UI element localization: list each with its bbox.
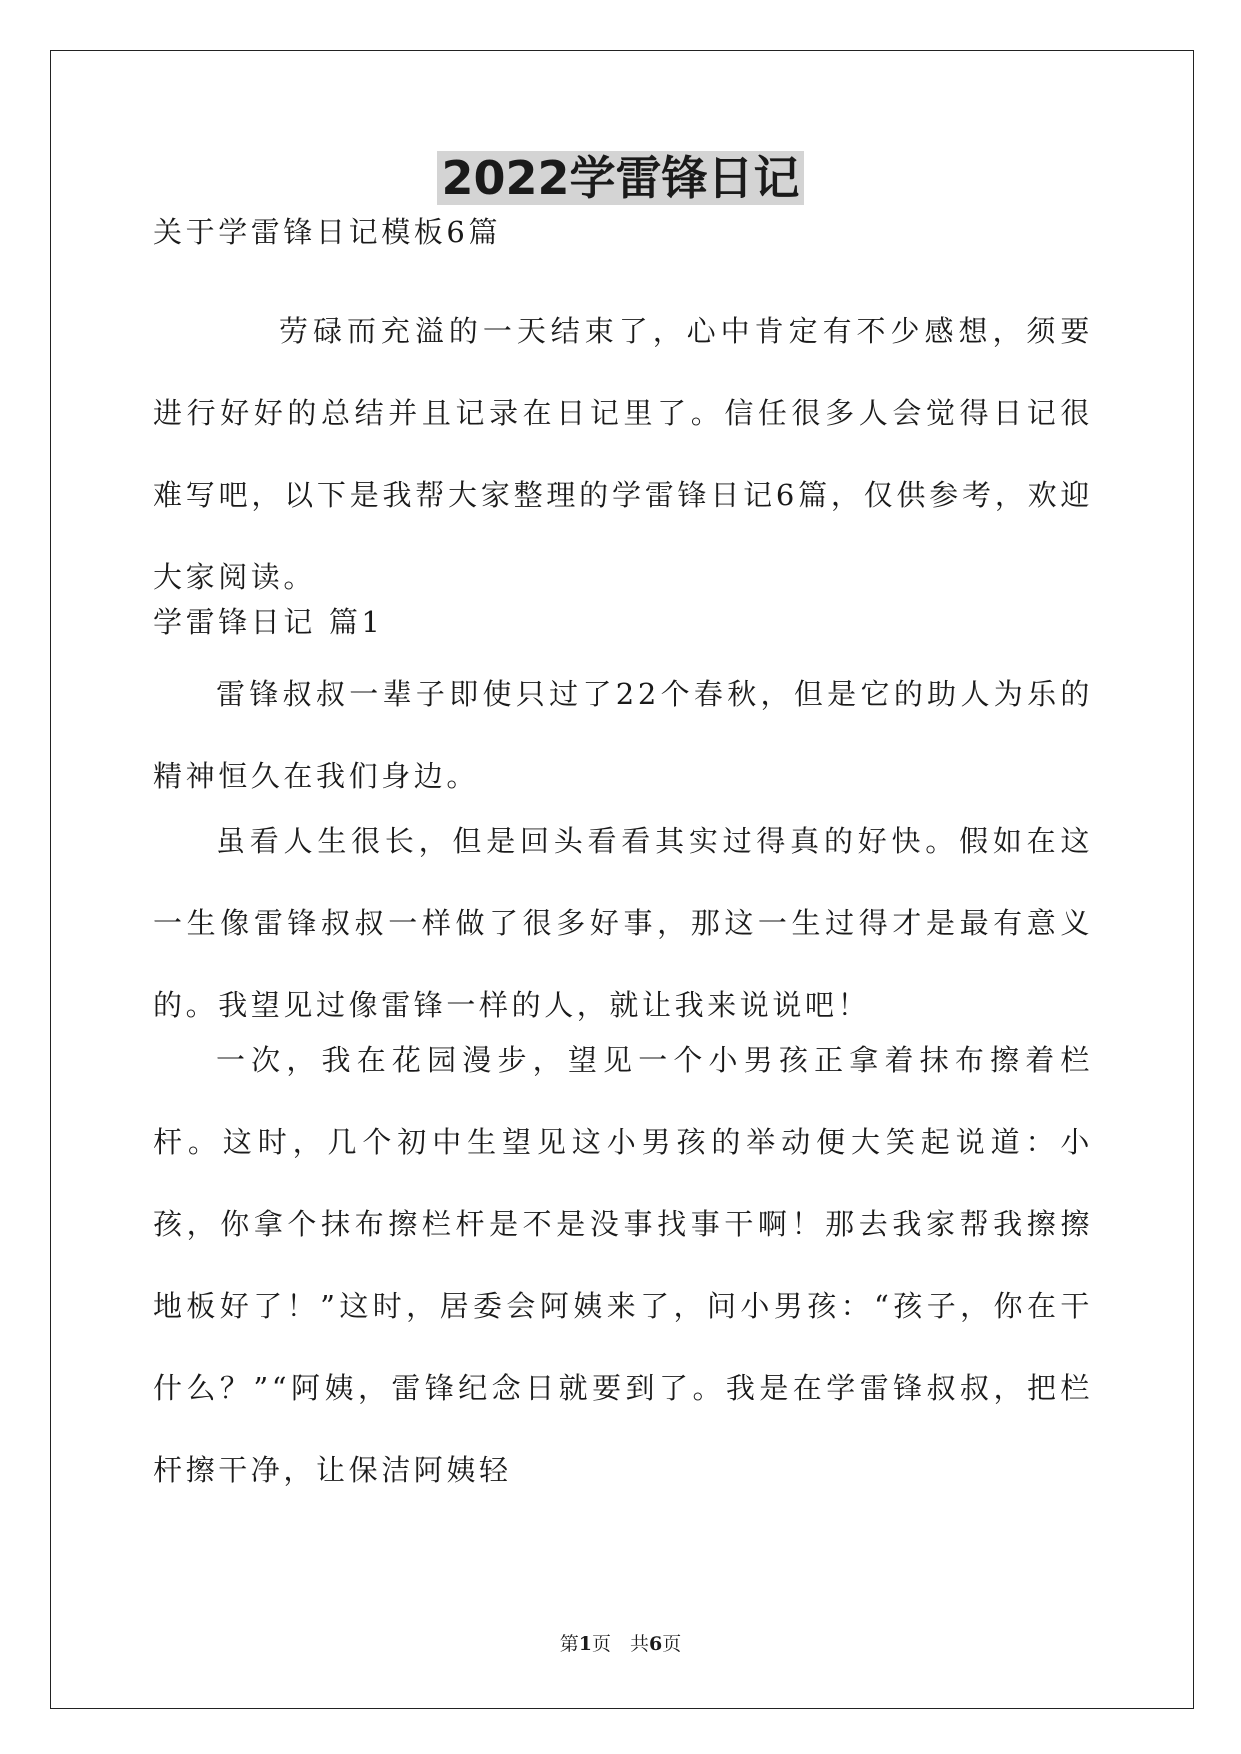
intro-paragraph: 劳碌而充溢的一天结束了，心中肯定有不少感想，须要进行好好的总结并且记录在日记里了。信任很多人会觉得日记很难写吧，以下是我帮大家整理的学雷锋日记6篇，仅供参考，欢迎大家阅读。	[153, 314, 1093, 594]
footer-page-suffix: 页	[662, 1633, 682, 1655]
document-title-text: 2022学雷锋日记	[437, 151, 803, 205]
section-heading: 学雷锋日记 篇1	[153, 605, 384, 639]
footer-current-page: 1	[578, 1633, 592, 1655]
footer-page-prefix: 第	[559, 1633, 579, 1655]
body-paragraph-2: 虽看人生很长，但是回头看看其实过得真的好快。假如在这一生像雷锋叔叔一样做了很多好事，那这一生过得才是最有意义的。我望见过像雷锋一样的人，就让我来说说吧！	[153, 824, 1093, 1022]
footer-page-mid: 页 共	[591, 1633, 649, 1655]
page-footer	[0, 1632, 1241, 1656]
document-subtitle: 关于学雷锋日记模板6篇	[153, 215, 502, 249]
footer-total-pages: 6	[649, 1633, 663, 1655]
body-paragraph-3: 一次，我在花园漫步，望见一个小男孩正拿着抹布擦着栏杆。这时，几个初中生望见这小男孩的举动便大笑起说道：小孩，你拿个抹布擦栏杆是不是没事找事干啊！那去我家帮我擦擦地板好了！”这时，居委会阿姨来了，问小男孩：“孩子，你在干什么？”“阿姨，雷锋纪念日就要到了。我是在学雷锋叔叔，把栏杆擦干净，让保洁阿姨轻	[153, 1043, 1093, 1487]
body-paragraph-1: 雷锋叔叔一辈子即使只过了22个春秋，但是它的助人为乐的精神恒久在我们身边。	[153, 677, 1093, 793]
